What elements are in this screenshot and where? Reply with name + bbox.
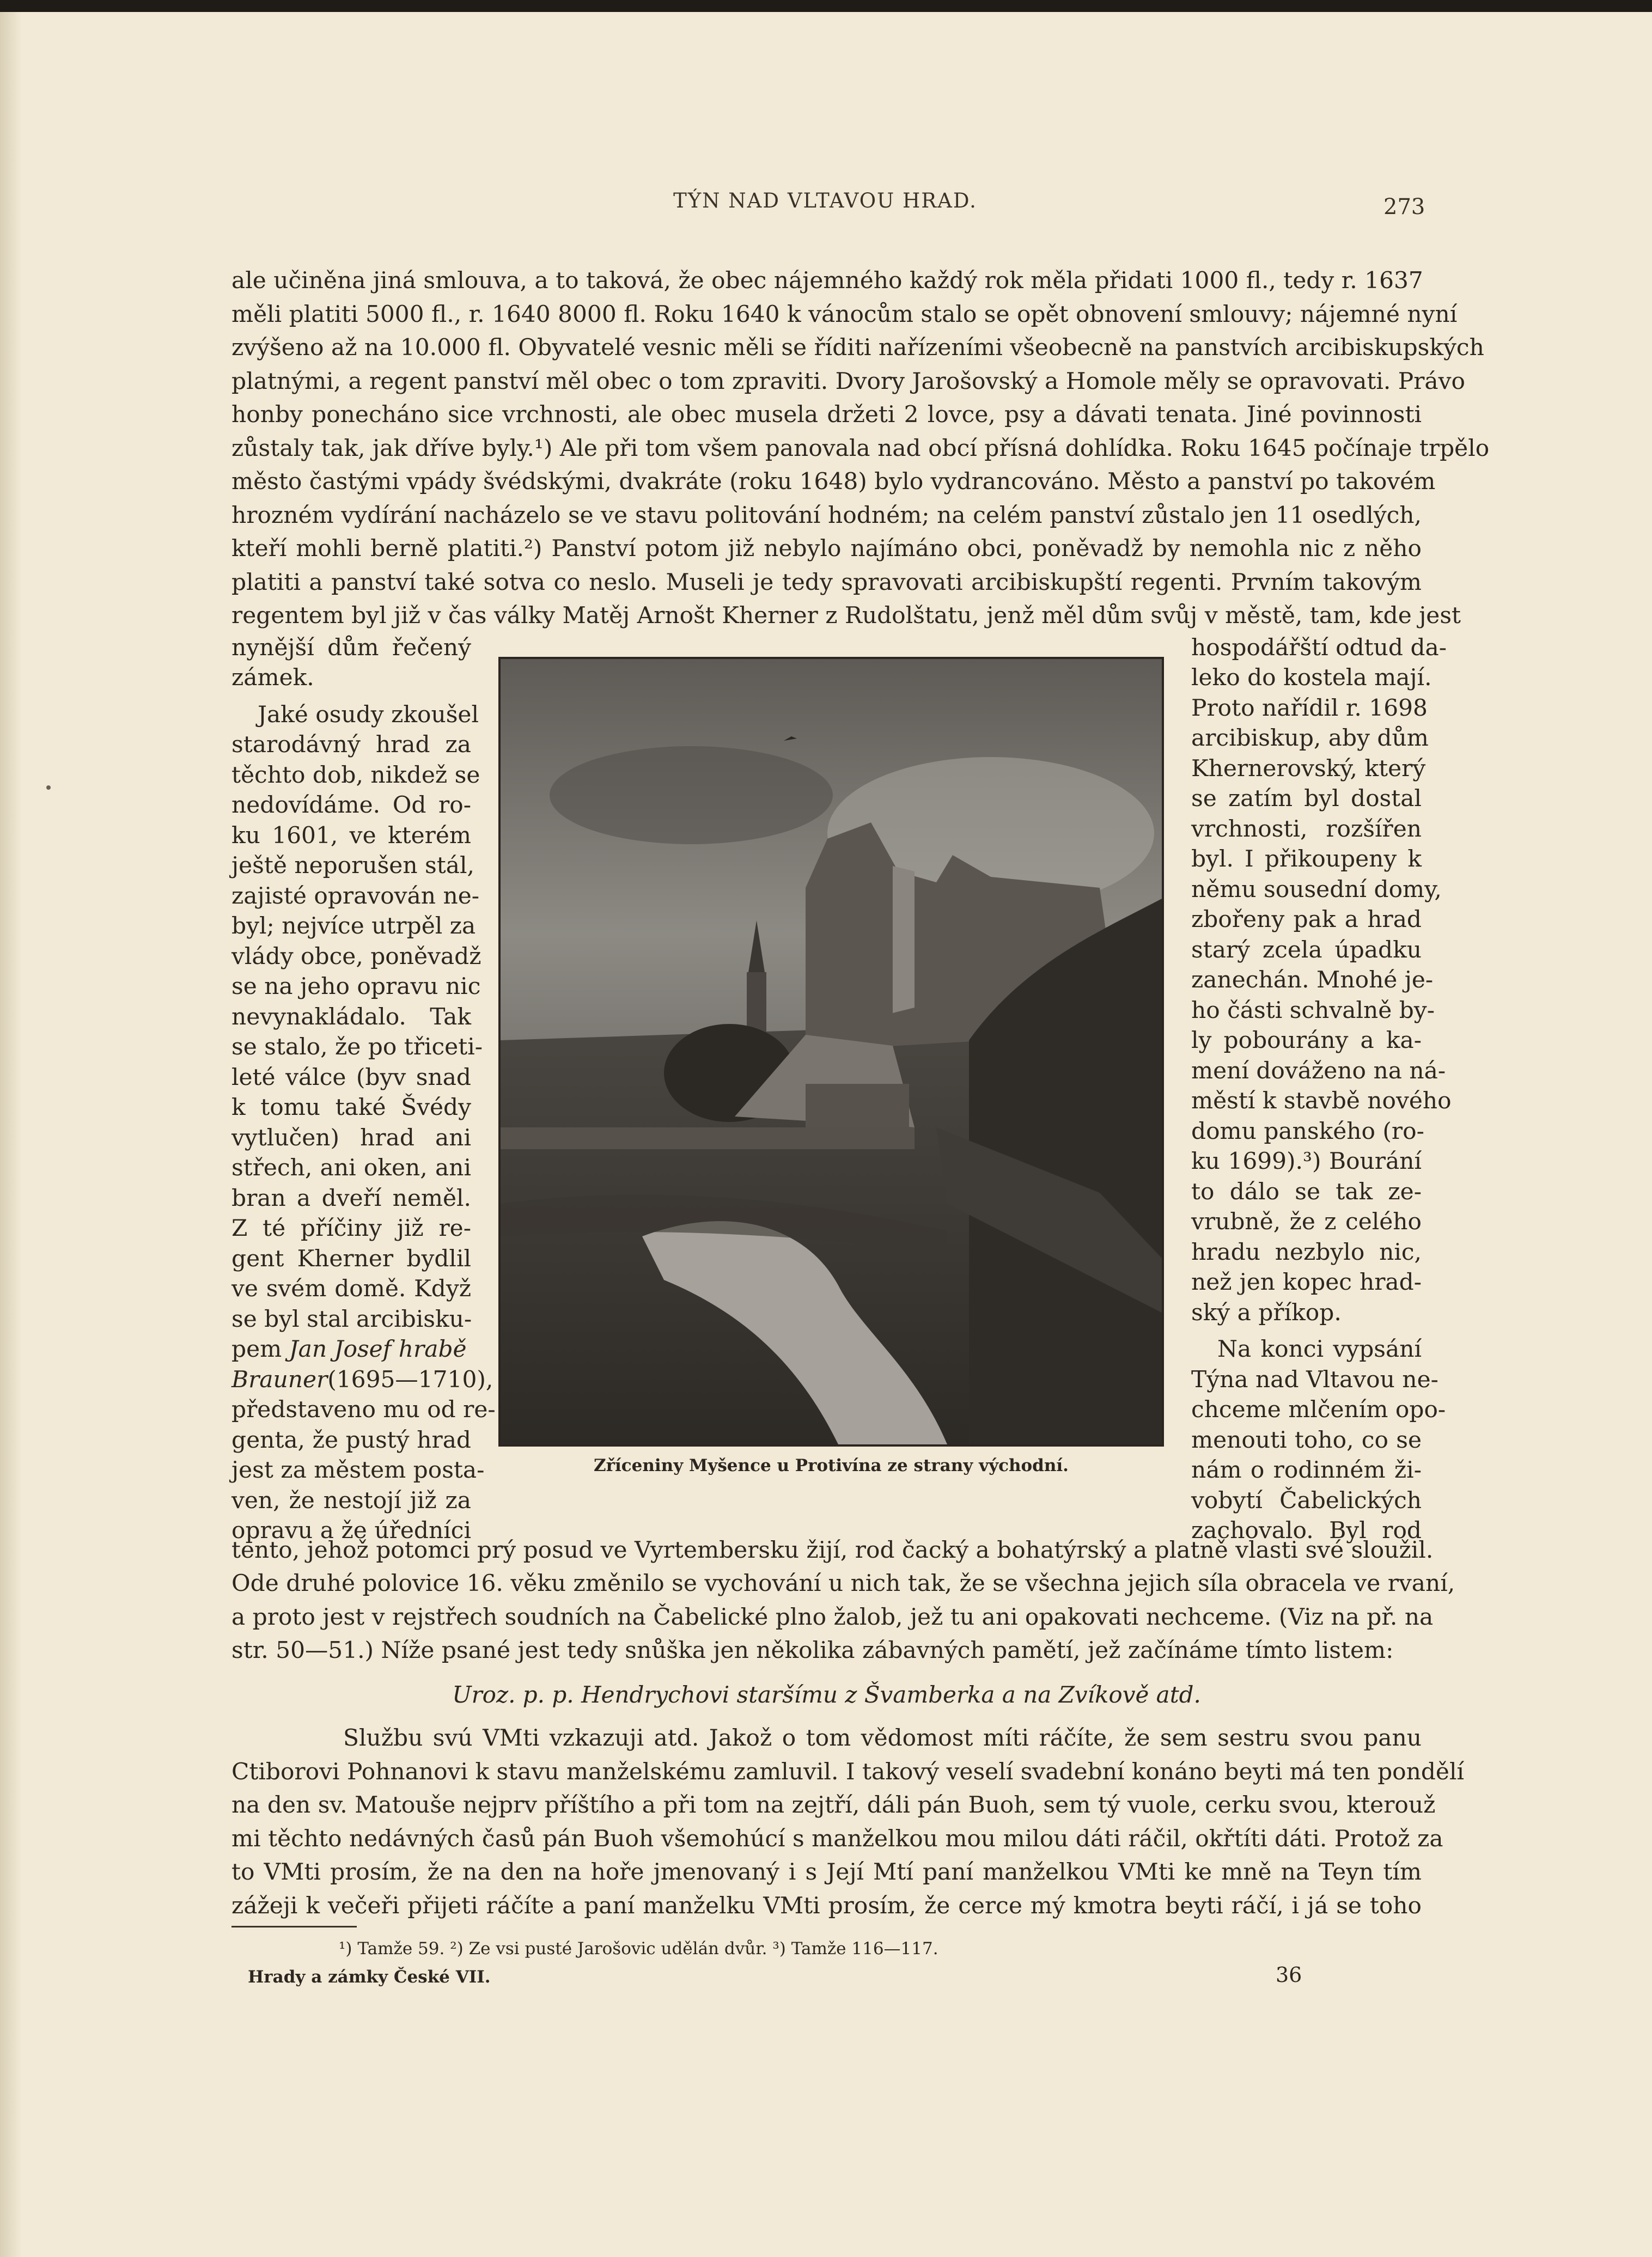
text-line: vobytí Čabelických bbox=[1191, 1486, 1422, 1514]
text-line: domu panského (ro- bbox=[1191, 1117, 1424, 1144]
text-line: vlády obce, poněvadž bbox=[231, 942, 481, 969]
text-line: zážeji k večeři přijeti ráčíte a paní manželku VMti prosím, že cerce mý kmotra beyti ráčí, i já se toho bbox=[231, 1892, 1422, 1919]
text-line: měli platiti 5000 fl., r. 1640 8000 fl. Roku 1640 k vánocům stalo se opět obnovení smlouvy; nájemné nyní bbox=[231, 300, 1458, 327]
text-line: opravu a že úředníci bbox=[231, 1517, 471, 1544]
text-line: a proto jest v rejstřech soudních na Čabelické plno žalob, jež tu ani opakovati nechceme. (Viz na př. na bbox=[231, 1603, 1434, 1630]
text-line: němu sousední domy, bbox=[1191, 875, 1442, 902]
text-line: ku 1699).³) Bourání bbox=[1191, 1148, 1422, 1174]
text-line: zámek. bbox=[231, 664, 314, 691]
text-line bbox=[231, 1364, 493, 1395]
letter-text bbox=[231, 1721, 1465, 1922]
paragraph-1 bbox=[231, 264, 1490, 632]
text-fragment: pem bbox=[231, 1335, 289, 1362]
figure-wrap-region bbox=[231, 632, 1452, 1544]
text-line: ku 1601, ve kterém bbox=[231, 821, 471, 849]
page bbox=[0, 12, 1652, 2257]
text-fragment: (1695—1710), bbox=[327, 1365, 493, 1393]
text-line: Týna nad Vltavou ne- bbox=[1191, 1365, 1438, 1393]
text-line: honby ponecháno sice vrchnosti, ale obec musela držeti 2 lovce, psy a dávati tenata. Jiné povinnosti bbox=[231, 401, 1422, 428]
footnotes: ¹) Tamže 59. ²) Ze vsi pusté Jarošovic udělán dvůr. ³) Tamže 116—117. bbox=[339, 1939, 938, 1959]
text-line: tento, jehož potomci prý posud ve Vyrtembersku žijí, rod čacký a bohatýrský a platně vlasti své sloužil. bbox=[231, 1536, 1434, 1563]
text-line: gent Kherner bydlil bbox=[231, 1245, 471, 1272]
text-line: ský a příkop. bbox=[1191, 1298, 1342, 1326]
text-line: kteří mohli berně platiti.²) Panství potom již nebylo najímáno obci, poněvadž by nemohla nic z něho bbox=[231, 535, 1422, 562]
text-line: zanechán. Mnohé je- bbox=[1191, 966, 1434, 993]
person-name: Jan Josef hrabě bbox=[289, 1335, 467, 1362]
text-line: platnými, a regent panství měl obec o tom zpraviti. Dvory Jarošovský a Homole měly se opravovati. Právo bbox=[231, 367, 1465, 394]
text-line: nynější dům řečený bbox=[231, 633, 471, 661]
right-column bbox=[1191, 632, 1452, 1546]
text-line: platiti a panství také sotva co neslo. Museli je tedy spravovati arcibiskupští regenti. Prvním takovým bbox=[231, 568, 1422, 595]
text-line: Ctiborovi Pohnanovi k stavu manželskému zamluvil. I takový veselí svadební konáno beyti má ten pondělí bbox=[231, 1758, 1465, 1785]
text-line: ly pobourány a ka- bbox=[1191, 1027, 1422, 1053]
body-text bbox=[231, 264, 1490, 1922]
text-line: Službu svú VMti vzkazuji atd. Jakož o tom vědomost míti ráčíte, že sem sestru svou panu bbox=[343, 1724, 1422, 1751]
text-line: se byl stal arcibisku- bbox=[231, 1305, 472, 1332]
text-line: těchto dob, nikdež se bbox=[231, 761, 480, 788]
text-line: zůstaly tak, jak dříve byly.¹) Ale při tom všem panovala nad obcí přísná dohlídka. Roku 1645 počínaje trpělo bbox=[231, 434, 1490, 461]
text-line: Proto nařídil r. 1698 bbox=[1191, 694, 1428, 721]
castle-ruins-illustration bbox=[498, 657, 1164, 1447]
text-line: hrozném vydírání nacházelo se ve stavu politování hodném; na celém panství zůstalo jen 11 osedlých, bbox=[231, 501, 1422, 528]
text-line: vrubně, že z celého bbox=[1191, 1208, 1422, 1235]
text-line: nevynakládalo. Tak bbox=[231, 1003, 471, 1030]
text-line: zajisté opravován ne- bbox=[231, 882, 480, 909]
text-line: Na konci vypsání bbox=[1217, 1335, 1422, 1362]
margin-speck bbox=[46, 785, 51, 790]
left-column bbox=[231, 632, 496, 1546]
text-line: městí k stavbě nového bbox=[1191, 1087, 1452, 1114]
text-line: ještě neporušen stál, bbox=[231, 852, 474, 879]
text-line: arcibiskup, aby dům bbox=[1191, 724, 1429, 751]
text-line: vrchnosti, rozšířen bbox=[1191, 815, 1422, 842]
text-line: na den sv. Matouše nejprv příštího a při tom na zejtří, dáli pán Buoh, sem tý vuole, cerku svou, kterouž bbox=[231, 1791, 1436, 1818]
text-line: představeno mu od re- bbox=[231, 1396, 496, 1423]
text-line: leko do kostela mají. bbox=[1191, 664, 1432, 691]
text-line: nám o rodinném ži- bbox=[1191, 1456, 1422, 1483]
text-line bbox=[231, 1334, 471, 1364]
running-head: TÝN NAD VLTAVOU HRAD. bbox=[673, 189, 977, 212]
figure-caption: Zříceniny Myšence u Protivína ze strany východní. bbox=[594, 1455, 1069, 1475]
text-line: střech, ani oken, ani bbox=[231, 1154, 471, 1181]
text-line: mení dováženo na ná- bbox=[1191, 1057, 1446, 1084]
footnote-rule bbox=[231, 1926, 357, 1927]
text-line: nedovídáme. Od ro- bbox=[231, 791, 471, 818]
text-line: než jen kopec hrad- bbox=[1191, 1268, 1422, 1295]
text-line: město častými vpády švédskými, dvakráte (roku 1648) bylo vydrancováno. Město a panství po takovém bbox=[231, 468, 1436, 495]
page-gutter-shadow bbox=[0, 12, 22, 2257]
text-line: ve svém domě. Když bbox=[231, 1275, 471, 1302]
page-number: 273 bbox=[1383, 194, 1425, 219]
text-line: ho části schvalně by- bbox=[1191, 996, 1435, 1023]
signature-mark: 36 bbox=[1276, 1963, 1302, 1987]
text-line: k tomu také Švédy bbox=[231, 1094, 471, 1120]
text-line: leté válce (byv snad bbox=[231, 1063, 471, 1090]
text-line: genta, že pustý hrad bbox=[231, 1426, 471, 1453]
text-line: Khernerovský, který bbox=[1191, 754, 1426, 782]
text-line: to VMti prosím, že na den na hoře jmenovaný i s Její Mtí paní manželkou VMti ke mně na Teyn tím bbox=[231, 1858, 1422, 1885]
text-line: menouti toho, co se bbox=[1191, 1426, 1422, 1453]
text-line: ale učiněna jiná smlouva, a to taková, že obec nájemného každý rok měla přidati 1000 fl., tedy r. 1637 bbox=[231, 267, 1423, 294]
text-line: hospodářští odtud da- bbox=[1191, 633, 1447, 661]
text-line: hradu nezbylo nic, bbox=[1191, 1238, 1422, 1265]
person-name: Brauner bbox=[231, 1365, 328, 1393]
text-line: regentem byl již v čas války Matěj Arnošt Kherner z Rudolštatu, jenž měl dům svůj v městě, tam, kde jest bbox=[231, 602, 1461, 629]
text-line: zachovalo. Byl rod bbox=[1191, 1517, 1422, 1544]
text-line: starý zcela úpadku bbox=[1191, 936, 1422, 963]
ruins-photo-image bbox=[501, 659, 1162, 1444]
text-line: vytlučen) hrad ani bbox=[231, 1124, 471, 1151]
text-line: to dálo se tak ze- bbox=[1191, 1178, 1422, 1205]
text-line: bran a dveří neměl. bbox=[231, 1184, 471, 1211]
text-line: se zatím byl dostal bbox=[1191, 785, 1422, 812]
text-line: starodávný hrad za bbox=[231, 731, 471, 758]
paragraph-2 bbox=[231, 1533, 1455, 1667]
text-line: mi těchto nedávných časů pán Buoh všemohúcí s manželkou mou milou dáti ráčil, okřtíti dáti. Protož za bbox=[231, 1825, 1443, 1852]
text-line: Ode druhé polovice 16. věku změnilo se vychování u nich tak, že se všechna jejich síla obracela ve rvaní, bbox=[231, 1570, 1455, 1596]
text-line: chceme mlčením opo- bbox=[1191, 1396, 1446, 1423]
text-line: byl. I přikoupeny k bbox=[1191, 845, 1422, 872]
letter-heading: Uroz. p. p. Hendrychovi staršímu z Švamberka a na Zvíkově atd. bbox=[452, 1681, 1201, 1708]
text-line: zvýšeno až na 10.000 fl. Obyvatelé vesnic měli se říditi nařízeními všeobecně na panstvích arcibiskupských bbox=[231, 334, 1484, 361]
text-line: se na jeho opravu nic bbox=[231, 973, 481, 999]
text-line: ven, že nestojí již za bbox=[231, 1486, 471, 1514]
text-line: byl; nejvíce utrpěl za bbox=[231, 912, 476, 939]
text-line: se stalo, že po třiceti- bbox=[231, 1033, 483, 1060]
book-title-footer: Hrady a zámky České VII. bbox=[248, 1967, 491, 1987]
text-line: str. 50—51.) Níže psané jest tedy snůška jen několika zábavných pamětí, jež začínáme tímto listem: bbox=[231, 1637, 1394, 1663]
text-line: Jaké osudy zkoušel bbox=[258, 700, 479, 728]
text-line: jest za městem posta- bbox=[231, 1456, 485, 1483]
text-line: Z té příčiny již re- bbox=[231, 1215, 471, 1241]
text-line: zbořeny pak a hrad bbox=[1191, 906, 1422, 932]
